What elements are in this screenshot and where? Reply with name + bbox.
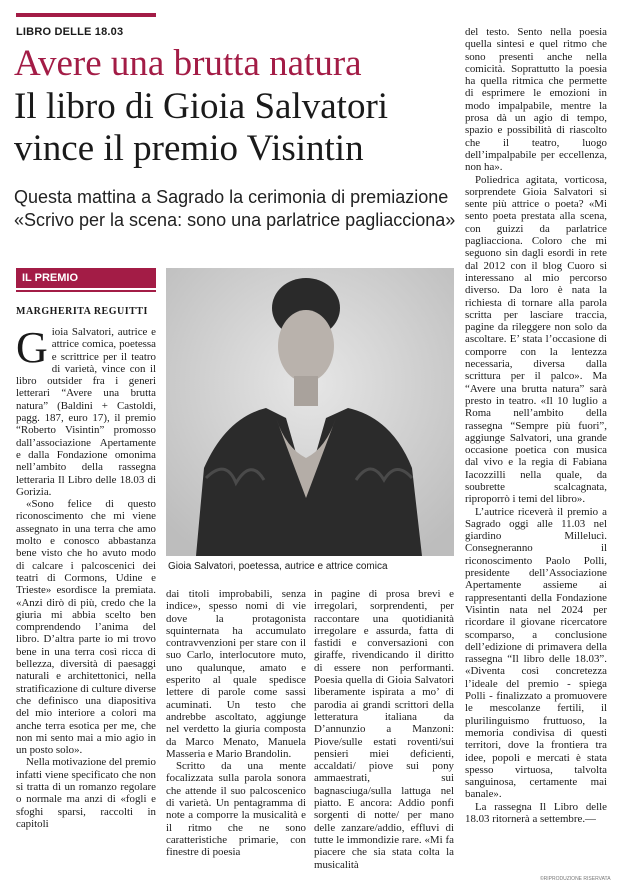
article-paragraph: «Sono felice di questo riconoscimento che mi viene assegnato in una terra che amo molto e conosco abbastanza bene visto che ho avuto modo di calcare i palcoscenici dei teatri di Cormons, Udine e Trieste» esordisce la premiata. «Anzi dirò di più, credo che la giuria mi abbia scelto ben comprendendo l’anima del libro. D’altra parte io mi trovo bene in una terra così ricca di bellezza, diversità di paesaggi naturali e architettonici, nella stratificazione di culture diverse che definisco una diapositiva del mio interiore a colori ma anche terra esotica per me, che non mi sento mai a mio agio in un posto solo». <box>16 498 157 757</box>
headline-line-2: Il libro di Gioia Salvatori <box>14 86 389 127</box>
article-column-4 <box>465 26 607 825</box>
article-paragraph: Scritto da una mente focalizzata sulla parola sonora che attende il suo palcoscenico di varietà. Un pentagramma di note a comporre la musicalità e il ritmo che ne sono caratteristiche primarie, con finestre di poesia <box>166 760 306 859</box>
section-accent-bar <box>16 13 156 17</box>
headline-red: Avere una brutta natura <box>14 43 362 84</box>
article-column-2 <box>166 588 306 859</box>
article-paragraph: Gioia Salvatori, autrice e attrice comica, poetessa e scrittrice per il teatro di varietà, vince con il libro outsider fra i generi letterari “Avere una brutta natura” (Baldini + Castoldi, pagg. 187, euro 17), il premio “Roberto Visintin” promosso dall’associazione Apertamente e dalla Fondazione omonima nell’ambito della rassegna letteraria Il Libro delle 18.03 di Gorizia. <box>16 323 156 498</box>
article-paragraph: in pagine di prosa brevi e irregolari, sorprendenti, per raccontare una quotidianità irregolare e assurda, fatta di fastidi e conversazioni con giraffe, rivendicando il diritto di essere non performanti. Poesia quella di Gioia Salvatori liberamente ispirata a mo’ di parodia ai grandi scrittori della letteratura italiana da D’annunzio a Manzoni: Piove/sulle estati roventi/sui pensieri miei deficienti, accaldati/ piove sui pony ammaestrati, sui bagnasciuga/sulla lattuga nel piatto. E ancora: Addio ponfi sorgenti di notte/ per mano delle zanzare/addio, effluvi di tutte le immondizie rare. «Mi fa piacere che sia stata colta la musicalità <box>314 588 454 871</box>
photo-caption: Gioia Salvatori, poetessa, autrice e attrice comica <box>168 561 388 572</box>
copyright-notice: ©RIPRODUZIONE RISERVATA <box>540 876 611 882</box>
rubric-label: IL PREMIO <box>16 268 156 288</box>
article-paragraph: dai titoli improbabili, senza indice», spesso nomi di vie dove la protagonista squinternata ha accumulato contravvenzioni per stare con il suo Carlo, interlocutore muto, uno qualunque, amato e esperito al quale spedisce lettere di parole come sassi acuminati. Un testo che andrebbe ascoltato, aggiunge nel verdetto la giuria composta da Marco Menato, Manuela Masseria e Mario Brandolin. <box>166 588 306 760</box>
article-paragraph: del testo. Sento nella poesia quella sintesi e quel ritmo che sono presenti anche nella comicità. Soprattutto la poesia ha quella ritmica che permette di esprimere le emozioni in modo impalpabile, mentre la prosa dà un agio di tempo, spazio e possibilità di riascolto che il teatro, luogo dell’impalpabile per eccellenza, non ha». <box>465 26 607 174</box>
subtitle-line-1: Questa mattina a Sagrado la cerimonia di premiazione <box>14 187 449 207</box>
headline-line-3: vince il premio Visintin <box>14 128 364 169</box>
article-column-3 <box>314 588 454 871</box>
article-paragraph: La rassegna Il Libro delle 18.03 ritornerà a settembre.— <box>465 800 607 825</box>
headline-main <box>14 86 454 170</box>
author-byline: MARGHERITA REGUITTI <box>16 306 148 317</box>
portrait-illustration <box>166 268 454 556</box>
article-column-1 <box>16 323 157 830</box>
subtitle-line-2: «Scrivo per la scena: sono una parlatrice pagliacciona» <box>14 210 456 230</box>
drop-cap: G <box>16 323 48 372</box>
article-paragraph: L’autrice riceverà il premio a Sagrado oggi alle 11.03 nel giardino Millelucì. Consegneranno il riconoscimento Paolo Polli, presidente dell’Associazione Apertamente assieme ai rappresentanti della Fondazione Visintin nata nel 2024 per ricordare il giovane ricercatore scomparso, a conclusione dell’edizione di primavera della rassegna “Il libro delle 18.03”. «Diventa così concretezza l’ideale del premio - spiega Polli - finalizzato a promuovere le mescolanze fertili, il plurilinguismo fruttuoso, la memoria condivisa di questi territori, dove la frontiera tra idee, popoli e mercati è stata spesso virtuosa, talvolta sanguinosa, certamente mai banale». <box>465 505 607 801</box>
section-label: LIBRO DELLE 18.03 <box>16 26 124 38</box>
article-paragraph: Poliedrica agitata, vorticosa, sorprendete Gioia Salvatori si sente più attrice o poeta? «Mi sento poeta prestata alla scena, con guizzi da parlatrice pagliacciona. Coloro che mi seguono sin dagli esordi in rete dal 2012 con il blog Cuoro si interessano al mio percorso diverso. Da loro è nata la richiesta di tornare alla parola scritta per lasciare traccia, pagine da rileggere non solo da ascoltare. E’ stata l’occasione di comporre con la lentezza necessaria, diversa dalla scrittura per il palco». Ma “Avere una brutta natura” sarà presto in teatro. «Il 10 luglio a Roma nell’ambito della rassegna “Sempre più fuori”, aggiunge Salvatori, una grande occasione poetica con musica dal vivo e la regia di Fabiana Iacozzilli nella quale, da soubrette scalcagnata, riproporrò i temi del libro». <box>465 173 607 506</box>
portrait-photo <box>166 268 454 556</box>
article-paragraph: Nella motivazione del premio infatti viene specificato che non si tratta di un romanzo regolare o normale ma anzi di «fogli e sfoghi sparsi, raccolti in capitoli <box>16 756 156 830</box>
rubric-underline <box>16 290 156 292</box>
subtitle <box>14 186 454 232</box>
